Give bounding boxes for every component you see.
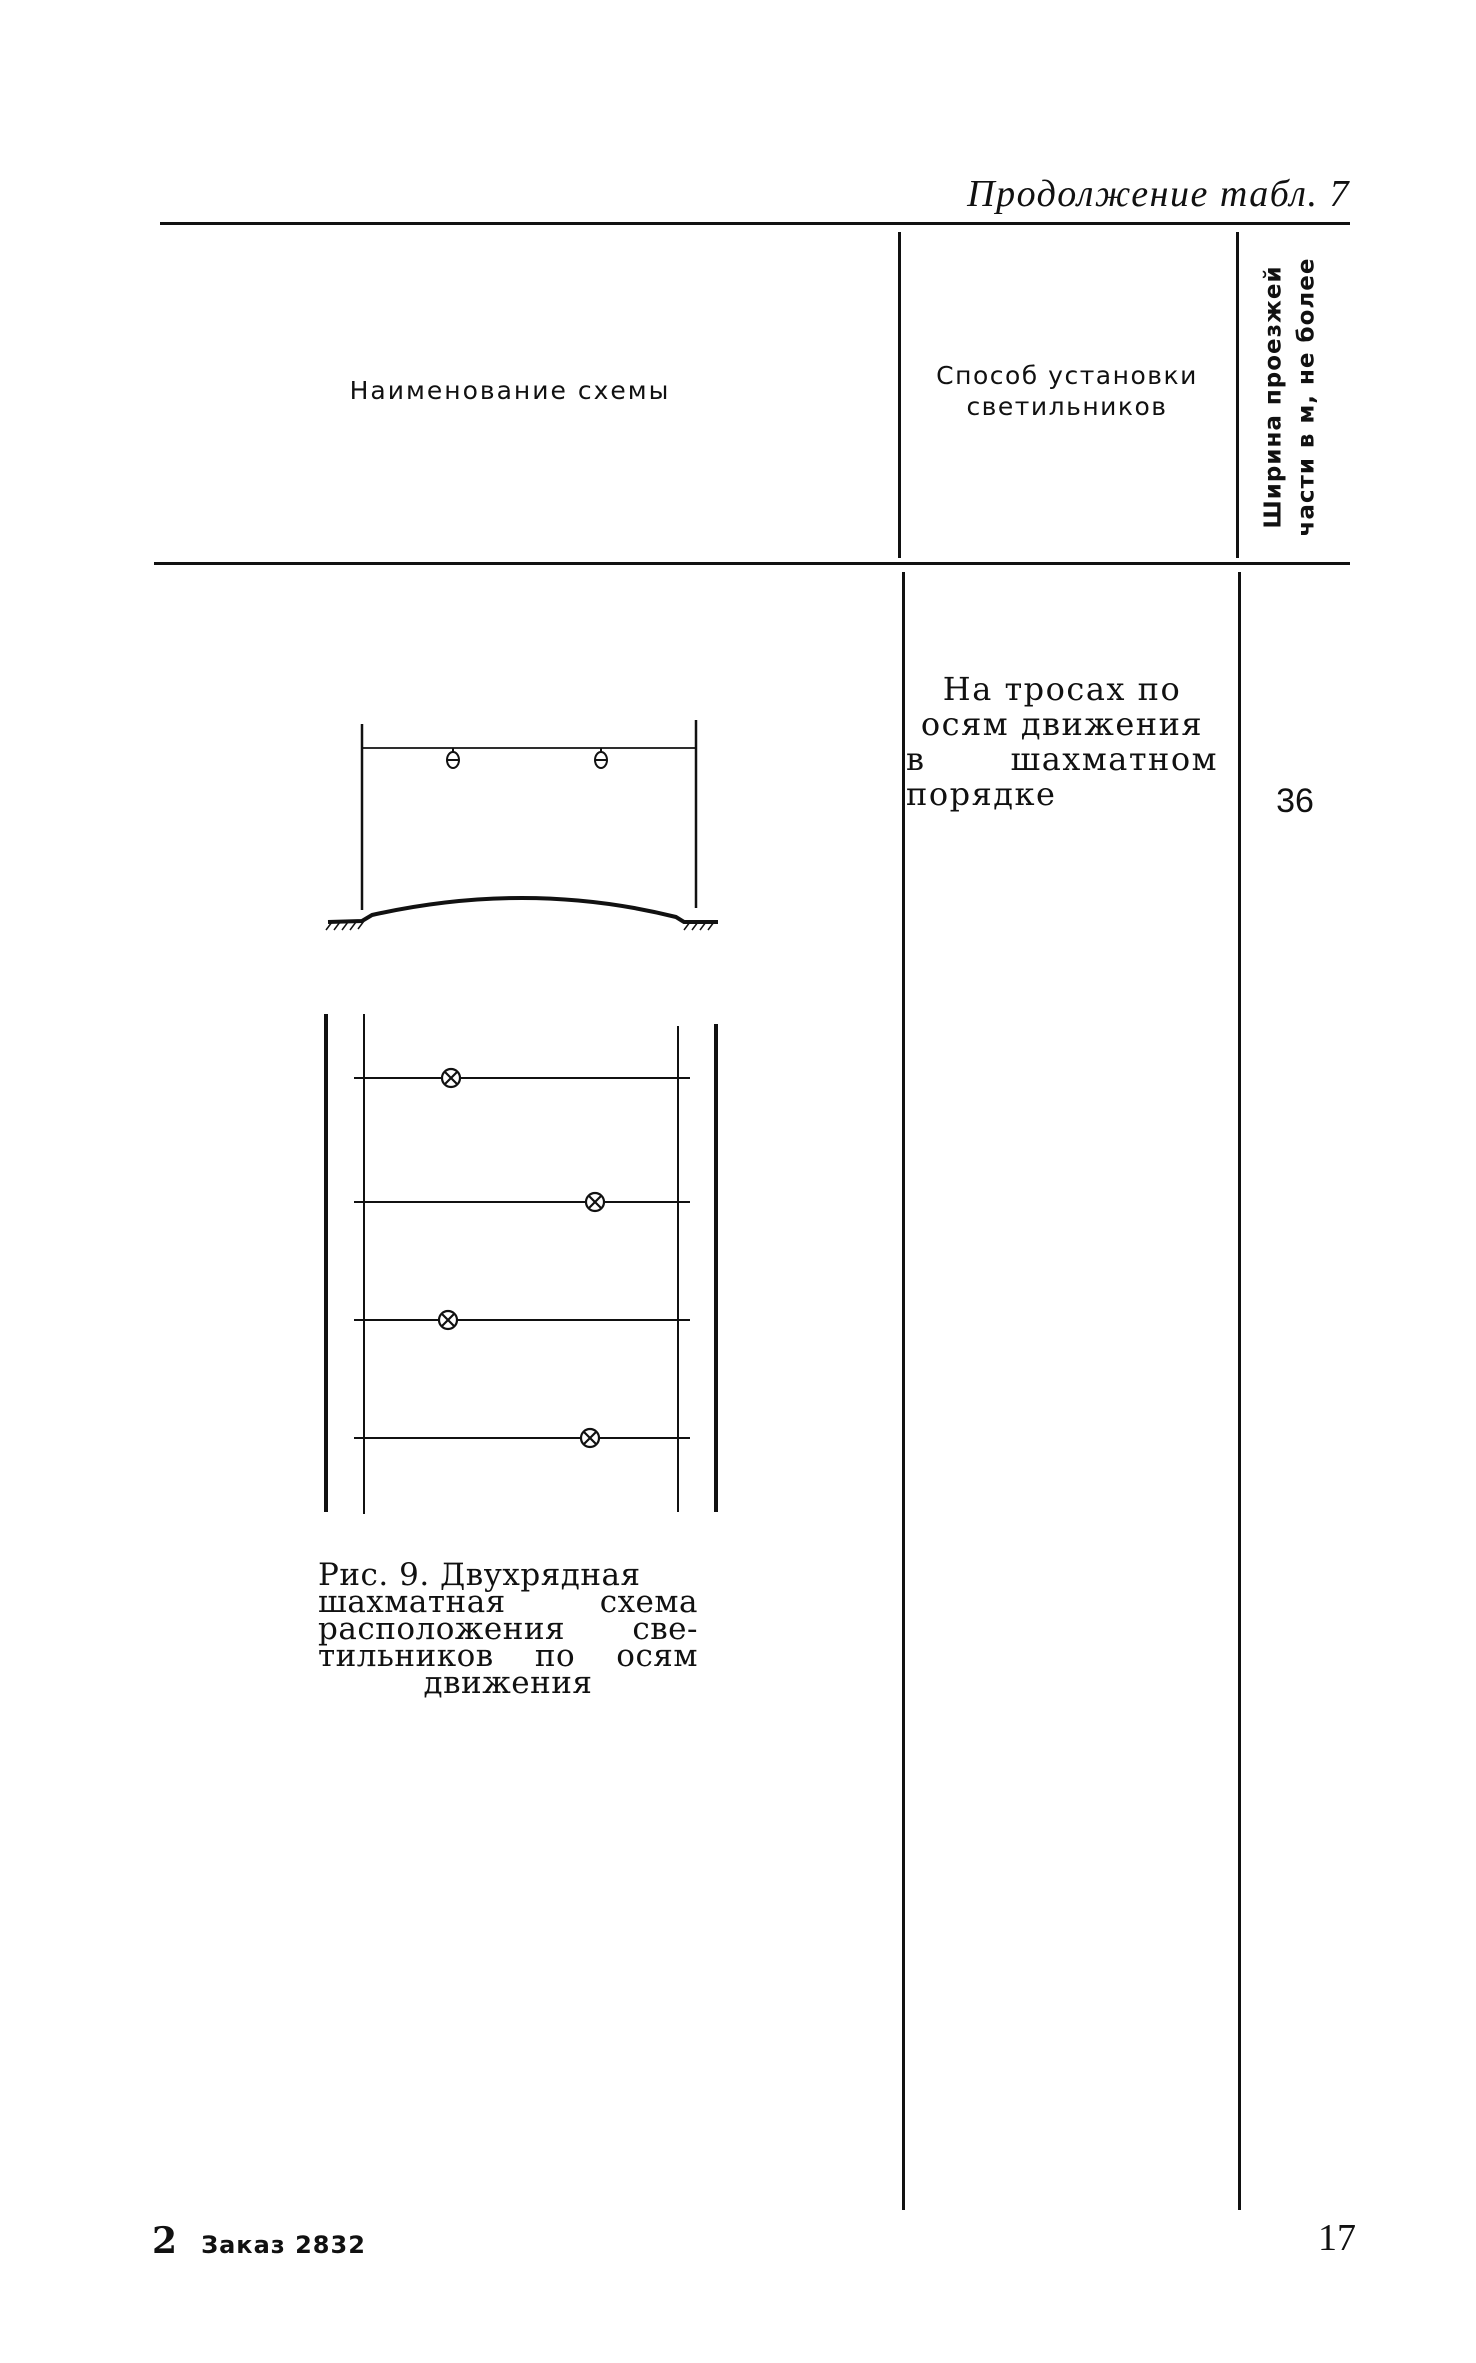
plan-view xyxy=(326,1014,716,1514)
luminaire-plan-icon xyxy=(581,1429,599,1447)
method-line: порядке xyxy=(906,775,1057,813)
cross-section-view xyxy=(326,720,718,930)
page-number: 17 xyxy=(1318,2217,1356,2259)
road-surface-profile xyxy=(328,898,718,922)
caption-line: Рис. 9. Двухрядная xyxy=(318,1557,641,1593)
header-width-line-1: Ширина проезжей xyxy=(1260,265,1287,529)
method-word: шахматном xyxy=(1010,740,1218,778)
method-word: в xyxy=(906,740,926,778)
header-width-line-2: части в м, не более xyxy=(1293,257,1320,537)
caption-word: тильников xyxy=(318,1638,494,1674)
luminaire-side-icon xyxy=(447,748,459,768)
method-line: осям движения xyxy=(920,705,1204,743)
caption-word: схема xyxy=(599,1584,698,1620)
luminaire-plan-icon xyxy=(586,1193,604,1211)
method-line: На тросах по xyxy=(942,670,1182,708)
header-method-line-2: светильников xyxy=(966,392,1168,421)
ground-hatching xyxy=(326,921,714,930)
caption-word: шахматная xyxy=(318,1584,506,1620)
luminaire-plan-icon xyxy=(442,1069,460,1087)
luminaire-side-icon xyxy=(595,748,607,768)
caption-word: расположения xyxy=(318,1611,566,1647)
footer-sheet-number: 2 xyxy=(152,2220,178,2262)
header-method-line-1: Способ установки xyxy=(936,361,1198,390)
footer-order: Заказ 2832 xyxy=(201,2231,366,2259)
footer-left xyxy=(152,2220,366,2262)
caption-word: осям xyxy=(616,1638,698,1674)
caption-word: по xyxy=(534,1638,576,1674)
caption-word: све- xyxy=(632,1611,698,1647)
luminaire-plan-icon xyxy=(439,1311,457,1329)
caption-line: движения xyxy=(423,1665,593,1701)
table-continuation-label: Продолжение табл. 7 xyxy=(967,173,1350,215)
figure-caption xyxy=(318,1557,698,1701)
row-width-value: 36 xyxy=(1276,782,1314,820)
header-scheme-name: Наименование схемы xyxy=(349,376,671,405)
